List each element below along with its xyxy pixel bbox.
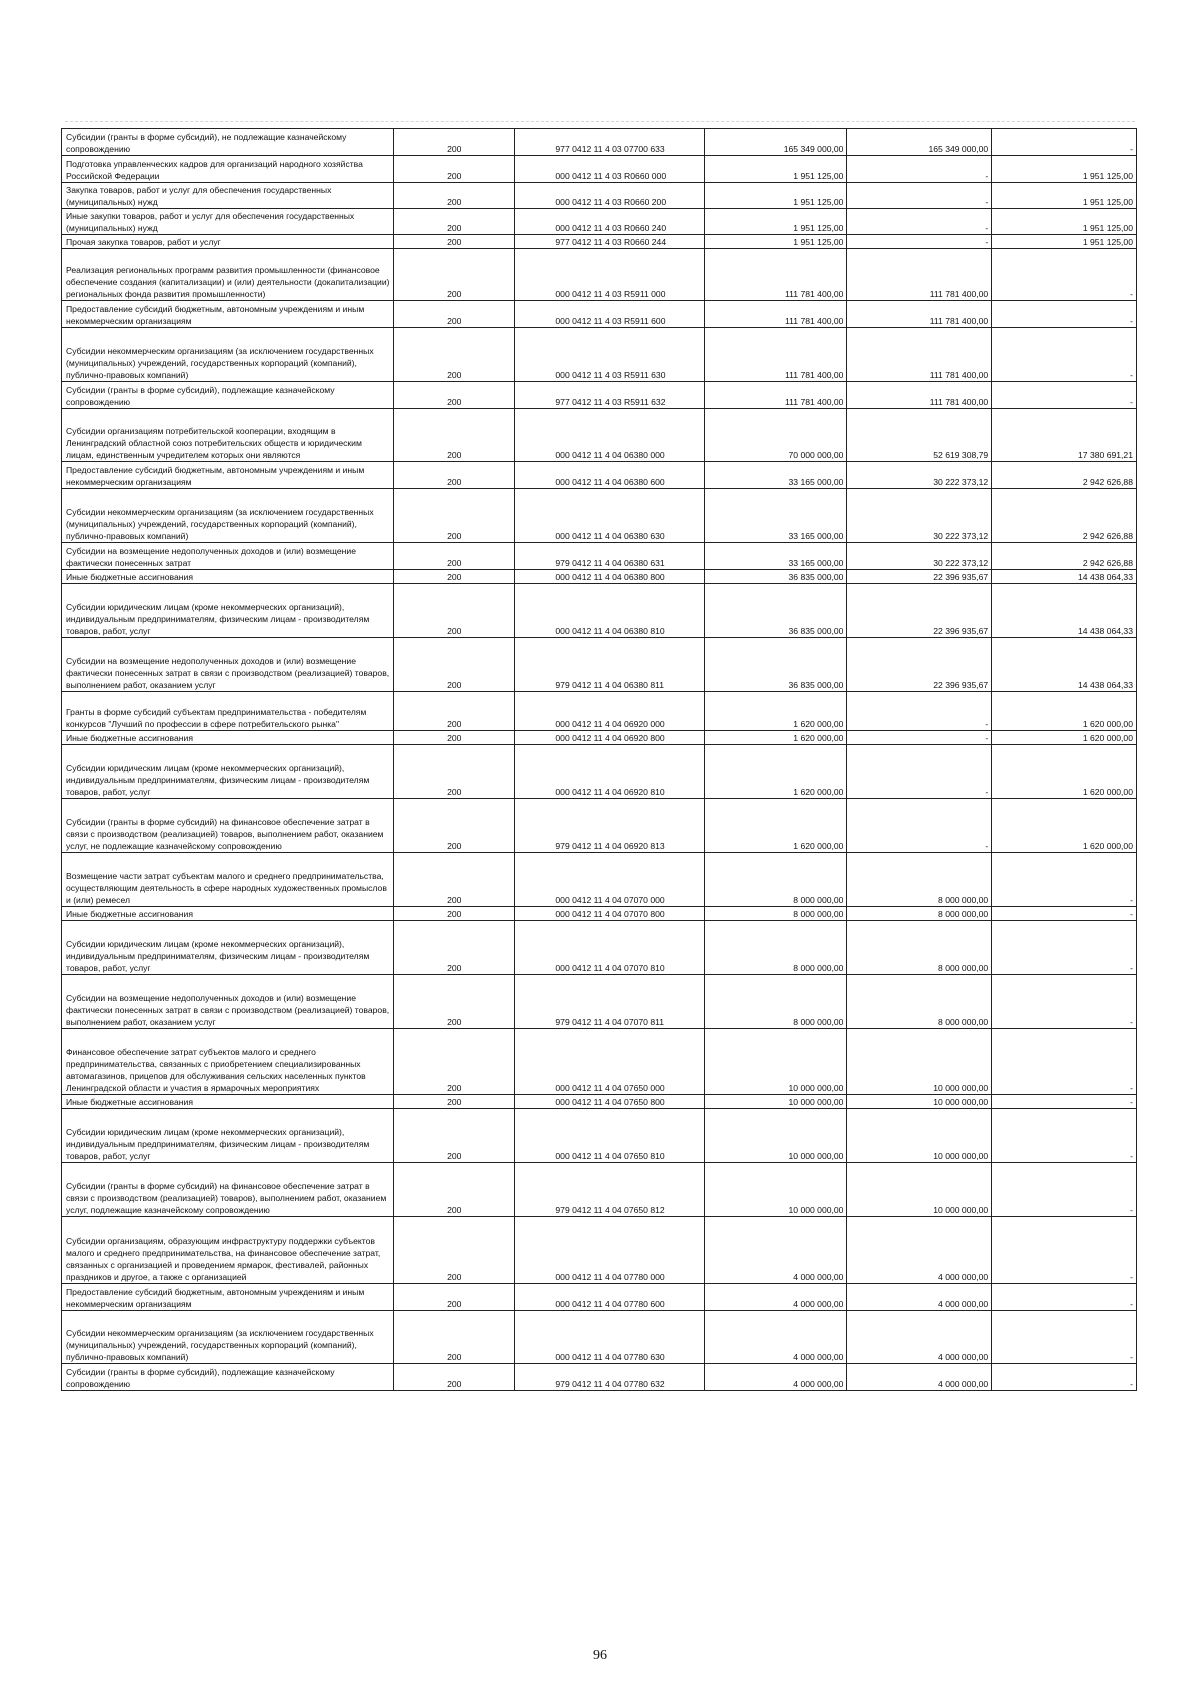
- row-kbk: 000 0412 11 4 04 07070 800: [515, 907, 704, 921]
- row-unexecuted: 1 620 000,00: [992, 692, 1137, 731]
- scan-artifact: [65, 121, 1135, 128]
- row-unexecuted: -: [992, 921, 1137, 975]
- row-unexecuted: 1 951 125,00: [992, 183, 1137, 209]
- row-kbk: 000 0412 11 4 04 07650 800: [515, 1095, 704, 1109]
- row-unexecuted: -: [992, 382, 1137, 409]
- row-unexecuted: -: [992, 328, 1137, 382]
- row-code: 200: [394, 921, 515, 975]
- table-row: [62, 1311, 1137, 1364]
- row-code: 200: [394, 156, 515, 183]
- row-approved: 36 835 000,00: [704, 584, 847, 638]
- row-code: 200: [394, 1029, 515, 1095]
- row-approved: 1 951 125,00: [704, 183, 847, 209]
- row-executed: 22 396 935,67: [847, 570, 992, 584]
- row-kbk: 000 0412 11 4 03 R5911 600: [515, 301, 704, 328]
- row-unexecuted: 1 951 125,00: [992, 209, 1137, 235]
- row-unexecuted: 14 438 064,33: [992, 638, 1137, 692]
- row-unexecuted: 14 438 064,33: [992, 570, 1137, 584]
- row-name: Субсидии (гранты в форме субсидий), подлежащие казначейскому сопровождению: [62, 1364, 394, 1391]
- row-approved: 10 000 000,00: [704, 1109, 847, 1163]
- row-executed: 52 619 308,79: [847, 409, 992, 462]
- row-code: 200: [394, 799, 515, 853]
- table-row: [62, 409, 1137, 462]
- row-name: Иные бюджетные ассигнования: [62, 731, 394, 745]
- row-kbk: 000 0412 11 4 04 07780 600: [515, 1284, 704, 1311]
- table-row: [62, 543, 1137, 570]
- row-approved: 36 835 000,00: [704, 570, 847, 584]
- row-unexecuted: -: [992, 249, 1137, 301]
- row-name: Субсидии юридическим лицам (кроме некоммерческих организаций), индивидуальным предпринимателям, физическим лицам - производителям товаров, работ, услуг: [62, 921, 394, 975]
- row-executed: 111 781 400,00: [847, 249, 992, 301]
- row-unexecuted: -: [992, 907, 1137, 921]
- table-row: [62, 301, 1137, 328]
- row-unexecuted: -: [992, 853, 1137, 907]
- row-unexecuted: 1 951 125,00: [992, 156, 1137, 183]
- row-name: Субсидии (гранты в форме субсидий), подлежащие казначейскому сопровождению: [62, 382, 394, 409]
- table-row: [62, 731, 1137, 745]
- row-approved: 4 000 000,00: [704, 1284, 847, 1311]
- row-unexecuted: -: [992, 301, 1137, 328]
- row-unexecuted: -: [992, 975, 1137, 1029]
- row-unexecuted: 2 942 626,88: [992, 489, 1137, 543]
- row-name: Субсидии (гранты в форме субсидий) на финансовое обеспечение затрат в связи с производством (реализацией) товаров), выполнением работ, оказанием услуг, подлежащие казначейскому сопровождению: [62, 1163, 394, 1217]
- row-executed: 30 222 373,12: [847, 543, 992, 570]
- row-executed: 4 000 000,00: [847, 1217, 992, 1284]
- table-row: [62, 249, 1137, 301]
- row-executed: 8 000 000,00: [847, 853, 992, 907]
- row-approved: 1 620 000,00: [704, 745, 847, 799]
- table-row: [62, 209, 1137, 235]
- table-row: [62, 1217, 1137, 1284]
- row-approved: 1 620 000,00: [704, 799, 847, 853]
- row-executed: 30 222 373,12: [847, 489, 992, 543]
- row-executed: 4 000 000,00: [847, 1364, 992, 1391]
- row-unexecuted: 2 942 626,88: [992, 543, 1137, 570]
- row-code: 200: [394, 907, 515, 921]
- row-executed: -: [847, 731, 992, 745]
- row-executed: 30 222 373,12: [847, 462, 992, 489]
- row-unexecuted: 14 438 064,33: [992, 584, 1137, 638]
- row-name: Субсидии некоммерческим организациям (за исключением государственных (муниципальных) учреждений, государственных корпораций (компаний), публично-правовых компаний): [62, 1311, 394, 1364]
- row-approved: 10 000 000,00: [704, 1163, 847, 1217]
- row-unexecuted: -: [992, 1284, 1137, 1311]
- row-executed: 22 396 935,67: [847, 584, 992, 638]
- row-executed: 165 349 000,00: [847, 129, 992, 156]
- row-name: Иные бюджетные ассигнования: [62, 1095, 394, 1109]
- row-name: Субсидии на возмещение недополученных доходов и (или) возмещение фактически понесенных затрат в связи с производством (реализацией) товаров, выполнением работ, оказанием услуг: [62, 975, 394, 1029]
- table-row: [62, 570, 1137, 584]
- row-code: 200: [394, 462, 515, 489]
- row-code: 200: [394, 235, 515, 249]
- row-code: 200: [394, 183, 515, 209]
- row-name: Субсидии юридическим лицам (кроме некоммерческих организаций), индивидуальным предпринимателям, физическим лицам - производителям товаров, работ, услуг: [62, 1109, 394, 1163]
- row-executed: -: [847, 183, 992, 209]
- row-name: Реализация региональных программ развития промышленности (финансовое обеспечение создания (капитализации) и (или) деятельности (докапитализации) региональных фонда развития промышленности): [62, 249, 394, 301]
- row-kbk: 000 0412 11 4 04 06380 000: [515, 409, 704, 462]
- row-name: Прочая закупка товаров, работ и услуг: [62, 235, 394, 249]
- table-row: [62, 156, 1137, 183]
- row-kbk: 979 0412 11 4 04 06380 631: [515, 543, 704, 570]
- row-name: Предоставление субсидий бюджетным, автономным учреждениям и иным некоммерческим организациям: [62, 462, 394, 489]
- row-code: 200: [394, 382, 515, 409]
- table-row: [62, 382, 1137, 409]
- table-row: [62, 907, 1137, 921]
- row-unexecuted: 2 942 626,88: [992, 462, 1137, 489]
- row-name: Финансовое обеспечение затрат субъектов малого и среднего предпринимательства, связанных с приобретением специализированных автомагазинов, прицепов для обслуживания сельских населенных пунктов Ленинградской области и участия в ярмарочных мероприятиях: [62, 1029, 394, 1095]
- table-row: [62, 328, 1137, 382]
- row-name: Субсидии некоммерческим организациям (за исключением государственных (муниципальных) учреждений, государственных корпораций (компаний), публично-правовых компаний): [62, 328, 394, 382]
- row-executed: 111 781 400,00: [847, 301, 992, 328]
- row-name: Субсидии (гранты в форме субсидий), не подлежащие казначейскому сопровождению: [62, 129, 394, 156]
- row-kbk: 979 0412 11 4 04 07650 812: [515, 1163, 704, 1217]
- row-approved: 4 000 000,00: [704, 1311, 847, 1364]
- row-name: Субсидии на возмещение недополученных доходов и (или) возмещение фактически понесенных затрат в связи с производством (реализацией) товаров, выполнением работ, оказанием услуг: [62, 638, 394, 692]
- table-row: [62, 975, 1137, 1029]
- row-approved: 8 000 000,00: [704, 921, 847, 975]
- row-executed: 22 396 935,67: [847, 638, 992, 692]
- row-executed: 8 000 000,00: [847, 907, 992, 921]
- table-row: [62, 489, 1137, 543]
- row-name: Субсидии некоммерческим организациям (за исключением государственных (муниципальных) учреждений, государственных корпораций (компаний), публично-правовых компаний): [62, 489, 394, 543]
- row-unexecuted: -: [992, 1311, 1137, 1364]
- table-row: [62, 638, 1137, 692]
- row-executed: -: [847, 235, 992, 249]
- row-kbk: 000 0412 11 4 04 06920 810: [515, 745, 704, 799]
- row-kbk: 979 0412 11 4 04 06380 811: [515, 638, 704, 692]
- row-executed: -: [847, 209, 992, 235]
- row-kbk: 000 0412 11 4 04 07780 000: [515, 1217, 704, 1284]
- row-kbk: 977 0412 11 4 03 07700 633: [515, 129, 704, 156]
- row-executed: 8 000 000,00: [847, 921, 992, 975]
- row-kbk: 977 0412 11 4 03 R0660 244: [515, 235, 704, 249]
- row-code: 200: [394, 638, 515, 692]
- row-code: 200: [394, 1163, 515, 1217]
- row-approved: 111 781 400,00: [704, 301, 847, 328]
- row-approved: 8 000 000,00: [704, 853, 847, 907]
- row-name: Возмещение части затрат субъектам малого и среднего предпринимательства, осуществляющим деятельность в сфере народных художественных промыслов и (или) ремесел: [62, 853, 394, 907]
- row-name: Субсидии на возмещение недополученных доходов и (или) возмещение фактически понесенных затрат: [62, 543, 394, 570]
- table-row: [62, 1095, 1137, 1109]
- budget-execution-table: [61, 128, 1137, 1391]
- row-code: 200: [394, 975, 515, 1029]
- row-name: Иные бюджетные ассигнования: [62, 570, 394, 584]
- row-code: 200: [394, 692, 515, 731]
- row-kbk: 000 0412 11 4 04 06380 600: [515, 462, 704, 489]
- row-executed: 10 000 000,00: [847, 1029, 992, 1095]
- row-name: Субсидии юридическим лицам (кроме некоммерческих организаций), индивидуальным предпринимателям, физическим лицам - производителям товаров, работ, услуг: [62, 584, 394, 638]
- row-name: Гранты в форме субсидий субъектам предпринимательства - победителям конкурсов "Лучший по профессии в сфере потребительского рынка": [62, 692, 394, 731]
- row-unexecuted: -: [992, 1163, 1137, 1217]
- row-executed: 10 000 000,00: [847, 1109, 992, 1163]
- table-row: [62, 921, 1137, 975]
- row-code: 200: [394, 1284, 515, 1311]
- table-row: [62, 692, 1137, 731]
- row-approved: 1 620 000,00: [704, 731, 847, 745]
- row-approved: 111 781 400,00: [704, 249, 847, 301]
- row-executed: 111 781 400,00: [847, 382, 992, 409]
- row-kbk: 000 0412 11 4 03 R0660 200: [515, 183, 704, 209]
- row-kbk: 000 0412 11 4 03 R0660 000: [515, 156, 704, 183]
- row-code: 200: [394, 1109, 515, 1163]
- row-code: 200: [394, 328, 515, 382]
- row-approved: 4 000 000,00: [704, 1217, 847, 1284]
- row-kbk: 000 0412 11 4 04 07780 630: [515, 1311, 704, 1364]
- row-code: 200: [394, 570, 515, 584]
- row-code: 200: [394, 409, 515, 462]
- row-code: 200: [394, 853, 515, 907]
- row-name: Субсидии организациям потребительской кооперации, входящим в Ленинградский областной союз потребительских обществ и юридическим лицам, единственным учредителем которых они являются: [62, 409, 394, 462]
- row-kbk: 000 0412 11 4 04 06380 810: [515, 584, 704, 638]
- row-approved: 1 951 125,00: [704, 209, 847, 235]
- row-code: 200: [394, 731, 515, 745]
- row-kbk: 000 0412 11 4 03 R5911 630: [515, 328, 704, 382]
- row-approved: 4 000 000,00: [704, 1364, 847, 1391]
- row-approved: 33 165 000,00: [704, 462, 847, 489]
- table-row: [62, 1284, 1137, 1311]
- row-unexecuted: -: [992, 1095, 1137, 1109]
- row-approved: 8 000 000,00: [704, 975, 847, 1029]
- row-kbk: 979 0412 11 4 04 07070 811: [515, 975, 704, 1029]
- row-approved: 1 951 125,00: [704, 235, 847, 249]
- row-kbk: 000 0412 11 4 04 07650 000: [515, 1029, 704, 1095]
- table-row: [62, 799, 1137, 853]
- row-kbk: 000 0412 11 4 03 R5911 000: [515, 249, 704, 301]
- row-executed: 111 781 400,00: [847, 328, 992, 382]
- table-row: [62, 853, 1137, 907]
- row-name: Предоставление субсидий бюджетным, автономным учреждениям и иным некоммерческим организациям: [62, 1284, 394, 1311]
- row-executed: -: [847, 745, 992, 799]
- row-approved: 70 000 000,00: [704, 409, 847, 462]
- table-body: [62, 129, 1137, 1391]
- row-executed: 10 000 000,00: [847, 1095, 992, 1109]
- row-kbk: 000 0412 11 4 03 R0660 240: [515, 209, 704, 235]
- row-approved: 10 000 000,00: [704, 1095, 847, 1109]
- row-executed: 10 000 000,00: [847, 1163, 992, 1217]
- table-row: [62, 462, 1137, 489]
- row-executed: 4 000 000,00: [847, 1311, 992, 1364]
- row-unexecuted: 1 951 125,00: [992, 235, 1137, 249]
- row-code: 200: [394, 543, 515, 570]
- row-kbk: 000 0412 11 4 04 06920 000: [515, 692, 704, 731]
- row-approved: 33 165 000,00: [704, 489, 847, 543]
- row-executed: 8 000 000,00: [847, 975, 992, 1029]
- row-code: 200: [394, 129, 515, 156]
- row-name: Субсидии (гранты в форме субсидий) на финансовое обеспечение затрат в связи с производством (реализацией) товаров, выполнением работ, оказанием услуг, не подлежащие казначейскому сопровождению: [62, 799, 394, 853]
- row-name: Закупка товаров, работ и услуг для обеспечения государственных (муниципальных) нужд: [62, 183, 394, 209]
- row-code: 200: [394, 301, 515, 328]
- row-name: Иные закупки товаров, работ и услуг для обеспечения государственных (муниципальных) нужд: [62, 209, 394, 235]
- row-kbk: 979 0412 11 4 04 06920 813: [515, 799, 704, 853]
- row-kbk: 000 0412 11 4 04 06380 800: [515, 570, 704, 584]
- row-unexecuted: 1 620 000,00: [992, 731, 1137, 745]
- row-unexecuted: -: [992, 1029, 1137, 1095]
- row-name: Предоставление субсидий бюджетным, автономным учреждениям и иным некоммерческим организациям: [62, 301, 394, 328]
- table-row: [62, 1029, 1137, 1095]
- row-unexecuted: 17 380 691,21: [992, 409, 1137, 462]
- table-row: [62, 183, 1137, 209]
- table-row: [62, 745, 1137, 799]
- row-approved: 36 835 000,00: [704, 638, 847, 692]
- row-executed: 4 000 000,00: [847, 1284, 992, 1311]
- row-name: Субсидии юридическим лицам (кроме некоммерческих организаций), индивидуальным предпринимателям, физическим лицам - производителям товаров, работ, услуг: [62, 745, 394, 799]
- row-approved: 1 951 125,00: [704, 156, 847, 183]
- row-code: 200: [394, 1311, 515, 1364]
- table-row: [62, 235, 1137, 249]
- row-unexecuted: -: [992, 1217, 1137, 1284]
- row-executed: -: [847, 692, 992, 731]
- table-row: [62, 1109, 1137, 1163]
- row-unexecuted: 1 620 000,00: [992, 799, 1137, 853]
- row-code: 200: [394, 489, 515, 543]
- table-row: [62, 1163, 1137, 1217]
- row-approved: 1 620 000,00: [704, 692, 847, 731]
- row-executed: -: [847, 156, 992, 183]
- table-row: [62, 1364, 1137, 1391]
- row-approved: 165 349 000,00: [704, 129, 847, 156]
- row-code: 200: [394, 745, 515, 799]
- row-kbk: 000 0412 11 4 04 06920 800: [515, 731, 704, 745]
- table-row: [62, 584, 1137, 638]
- table-row: [62, 129, 1137, 156]
- row-approved: 33 165 000,00: [704, 543, 847, 570]
- row-kbk: 000 0412 11 4 04 07650 810: [515, 1109, 704, 1163]
- row-code: 200: [394, 209, 515, 235]
- row-code: 200: [394, 1364, 515, 1391]
- row-kbk: 000 0412 11 4 04 07070 810: [515, 921, 704, 975]
- row-approved: 111 781 400,00: [704, 382, 847, 409]
- row-code: 200: [394, 1217, 515, 1284]
- row-kbk: 000 0412 11 4 04 07070 000: [515, 853, 704, 907]
- row-approved: 10 000 000,00: [704, 1029, 847, 1095]
- row-code: 200: [394, 249, 515, 301]
- row-unexecuted: -: [992, 1109, 1137, 1163]
- row-name: Субсидии организациям, образующим инфраструктуру поддержки субъектов малого и среднего предпринимательства, на финансовое обеспечение затрат, связанных с организацией и проведением ярмарок, фестивалей, районных праздников и другое, а также с организацией: [62, 1217, 394, 1284]
- row-unexecuted: -: [992, 129, 1137, 156]
- row-name: Подготовка управленческих кадров для организаций народного хозяйства Российской Федерации: [62, 156, 394, 183]
- row-kbk: 000 0412 11 4 04 06380 630: [515, 489, 704, 543]
- row-name: Иные бюджетные ассигнования: [62, 907, 394, 921]
- row-unexecuted: -: [992, 1364, 1137, 1391]
- page-number: 96: [593, 1648, 607, 1663]
- row-kbk: 977 0412 11 4 03 R5911 632: [515, 382, 704, 409]
- row-executed: -: [847, 799, 992, 853]
- row-unexecuted: 1 620 000,00: [992, 745, 1137, 799]
- row-code: 200: [394, 1095, 515, 1109]
- row-approved: 8 000 000,00: [704, 907, 847, 921]
- row-kbk: 979 0412 11 4 04 07780 632: [515, 1364, 704, 1391]
- row-code: 200: [394, 584, 515, 638]
- row-approved: 111 781 400,00: [704, 328, 847, 382]
